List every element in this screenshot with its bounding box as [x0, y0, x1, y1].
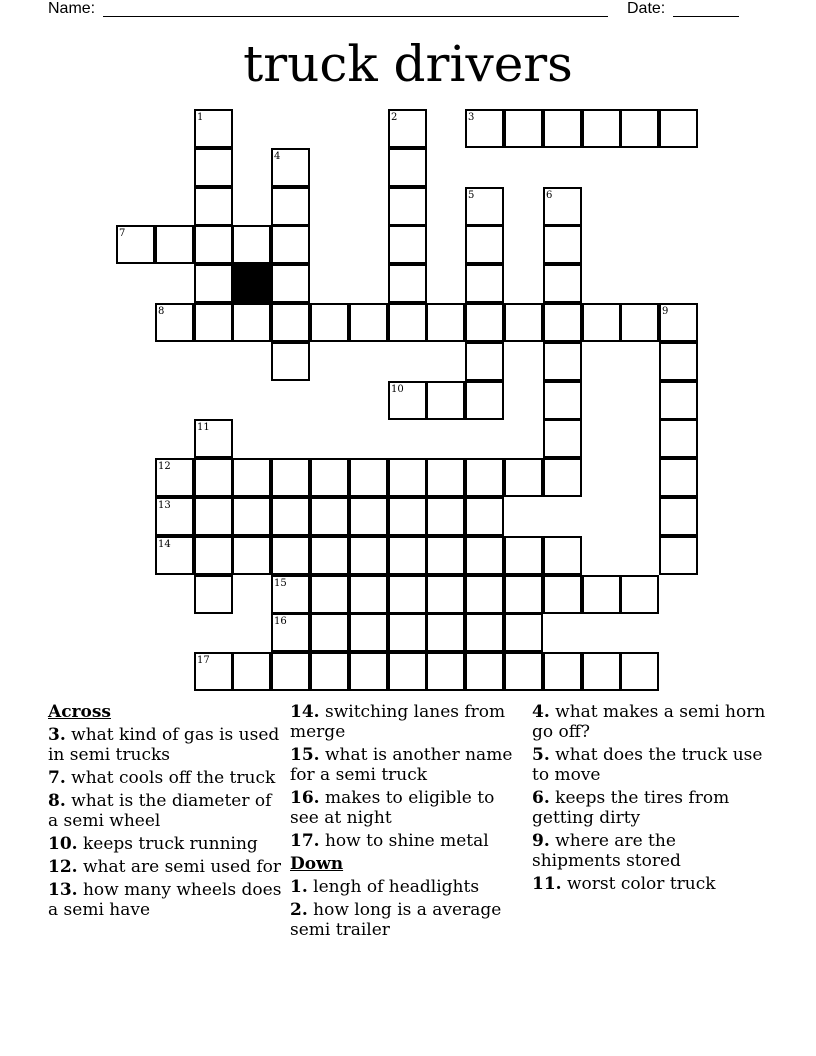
clue-number: 12: [158, 461, 171, 472]
grid-cell[interactable]: [582, 652, 621, 691]
grid-cell[interactable]: [426, 458, 465, 497]
grid-cell[interactable]: [310, 458, 349, 497]
clues-column-2: [290, 702, 525, 943]
grid-cell[interactable]: [504, 613, 543, 652]
grid-cell[interactable]: [194, 536, 233, 575]
clue-number: 4: [274, 151, 281, 162]
grid-cell[interactable]: [271, 303, 310, 342]
grid-cell[interactable]: [155, 458, 194, 497]
clue-across-7: 7. what cools off the truck: [48, 768, 276, 788]
grid-cell[interactable]: [310, 497, 349, 536]
name-label: Name:: [48, 0, 96, 17]
grid-cell[interactable]: [116, 225, 155, 264]
clues-column-3: [532, 702, 767, 897]
grid-cell[interactable]: [349, 497, 388, 536]
grid-cell[interactable]: [388, 381, 427, 420]
clue-down-1: 1. lengh of headlights: [290, 877, 480, 897]
grid-cell[interactable]: [155, 303, 194, 342]
grid-cell[interactable]: [659, 419, 698, 458]
grid-cell[interactable]: [543, 342, 582, 381]
clue-across-16: 16. makes to eligible to see at night: [290, 788, 495, 828]
grid-cell[interactable]: [194, 264, 233, 303]
grid-cell[interactable]: [194, 575, 233, 614]
grid-cell[interactable]: [388, 652, 427, 691]
grid-cell[interactable]: [543, 109, 582, 148]
grid-cell[interactable]: [349, 575, 388, 614]
grid-cell[interactable]: [659, 381, 698, 420]
grid-cell[interactable]: [388, 613, 427, 652]
clue-down-9: 9. where are the shipments stored: [532, 831, 681, 871]
grid-cell[interactable]: [426, 381, 465, 420]
grid-cell[interactable]: [659, 109, 698, 148]
grid-cell[interactable]: [388, 458, 427, 497]
clue-number: 16: [274, 616, 287, 627]
grid-cell[interactable]: [271, 148, 310, 187]
grid-cell[interactable]: [232, 303, 271, 342]
grid-cell[interactable]: [310, 303, 349, 342]
grid-cell[interactable]: [582, 109, 621, 148]
grid-cell[interactable]: [543, 419, 582, 458]
grid-cell[interactable]: [388, 225, 427, 264]
grid-cell[interactable]: [232, 652, 271, 691]
grid-cell[interactable]: [426, 613, 465, 652]
grid-cell[interactable]: [543, 575, 582, 614]
grid-cell[interactable]: [271, 187, 310, 226]
grid-cell[interactable]: [426, 536, 465, 575]
grid-cell[interactable]: [465, 497, 504, 536]
grid-cell[interactable]: [465, 264, 504, 303]
grid-cell[interactable]: [349, 536, 388, 575]
grid-cell[interactable]: [659, 536, 698, 575]
grid-cell[interactable]: [194, 652, 233, 691]
grid-cell[interactable]: [349, 303, 388, 342]
grid-cell[interactable]: [388, 109, 427, 148]
grid-cell[interactable]: [388, 497, 427, 536]
grid-cell[interactable]: [504, 303, 543, 342]
grid-cell[interactable]: [620, 303, 659, 342]
grid-cell[interactable]: [465, 381, 504, 420]
grid-cell[interactable]: [194, 187, 233, 226]
grid-cell[interactable]: [271, 536, 310, 575]
clue-number: 10: [391, 384, 404, 395]
clue-across-14: 14. switching lanes from merge: [290, 702, 506, 742]
clue-down-6: 6. keeps the tires from getting dirty: [532, 788, 730, 828]
clue-number: 3: [468, 112, 475, 123]
grid-cell[interactable]: [388, 303, 427, 342]
grid-cell[interactable]: [271, 575, 310, 614]
grid-cell[interactable]: [349, 613, 388, 652]
grid-cell[interactable]: [465, 652, 504, 691]
grid-cell[interactable]: [465, 109, 504, 148]
grid-cell[interactable]: [194, 419, 233, 458]
grid-cell[interactable]: [620, 652, 659, 691]
clue-number: 6: [546, 190, 553, 201]
grid-cell[interactable]: [388, 536, 427, 575]
grid-cell[interactable]: [194, 225, 233, 264]
grid-cell[interactable]: [504, 652, 543, 691]
grid-cell[interactable]: [543, 187, 582, 226]
grid-cell[interactable]: [271, 652, 310, 691]
grid-cell[interactable]: [543, 458, 582, 497]
grid-cell[interactable]: [465, 187, 504, 226]
grid-cell[interactable]: [504, 575, 543, 614]
grid-cell[interactable]: [232, 458, 271, 497]
clue-down-11: 11. worst color truck: [532, 874, 716, 894]
clue-number: 14: [158, 539, 171, 550]
grid-cell[interactable]: [504, 109, 543, 148]
grid-cell[interactable]: [194, 109, 233, 148]
clue-down-4: 4. what makes a semi horn go off?: [532, 702, 766, 742]
grid-block: [232, 264, 271, 303]
grid-cell[interactable]: [426, 652, 465, 691]
clue-number: 17: [197, 655, 210, 666]
grid-cell[interactable]: [543, 536, 582, 575]
grid-cell[interactable]: [465, 342, 504, 381]
grid-cell[interactable]: [543, 303, 582, 342]
clue-number: 7: [119, 228, 126, 239]
clue-number: 15: [274, 578, 287, 589]
grid-cell[interactable]: [504, 458, 543, 497]
clue-across-17: 17. how to shine metal: [290, 831, 489, 851]
date-label: Date:: [627, 0, 666, 17]
clues-column-1: [48, 702, 283, 923]
page-title: truck drivers: [243, 35, 573, 93]
grid-cell[interactable]: [465, 458, 504, 497]
grid-cell[interactable]: [659, 497, 698, 536]
grid-cell[interactable]: [194, 458, 233, 497]
grid-cell[interactable]: [155, 225, 194, 264]
grid-cell[interactable]: [465, 225, 504, 264]
grid-cell[interactable]: [310, 536, 349, 575]
grid-cell[interactable]: [543, 264, 582, 303]
grid-cell[interactable]: [310, 613, 349, 652]
grid-cell[interactable]: [426, 303, 465, 342]
grid-cell[interactable]: [659, 342, 698, 381]
grid-cell[interactable]: [310, 575, 349, 614]
grid-cell[interactable]: [194, 497, 233, 536]
clue-across-10: 10. keeps truck running: [48, 834, 258, 854]
clue-across-12: 12. what are semi used for: [48, 857, 281, 877]
grid-cell[interactable]: [582, 575, 621, 614]
clue-number: 9: [662, 306, 669, 317]
grid-cell[interactable]: [232, 536, 271, 575]
grid-cell[interactable]: [271, 264, 310, 303]
clue-number: 8: [158, 306, 165, 317]
grid-cell[interactable]: [388, 187, 427, 226]
clue-across-15: 15. what is another name for a semi truck: [290, 745, 513, 785]
grid-cell[interactable]: [465, 303, 504, 342]
clue-across-8: 8. what is the diameter of a semi wheel: [48, 791, 272, 831]
grid-cell[interactable]: [310, 652, 349, 691]
grid-cell[interactable]: [349, 652, 388, 691]
clue-across-13: 13. how many wheels does a semi have: [48, 880, 282, 920]
grid-cell[interactable]: [388, 264, 427, 303]
grid-cell[interactable]: [388, 148, 427, 187]
grid-cell[interactable]: [426, 497, 465, 536]
grid-cell[interactable]: [388, 575, 427, 614]
grid-cell[interactable]: [543, 381, 582, 420]
clue-number: 1: [197, 112, 204, 123]
clue-number: 5: [468, 190, 475, 201]
grid-cell[interactable]: [349, 458, 388, 497]
grid-cell[interactable]: [659, 303, 698, 342]
grid-cell[interactable]: [504, 536, 543, 575]
grid-cell[interactable]: [232, 497, 271, 536]
grid-cell[interactable]: [582, 303, 621, 342]
grid-cell[interactable]: [465, 536, 504, 575]
grid-cell[interactable]: [194, 303, 233, 342]
clue-number: 11: [197, 422, 210, 433]
clue-number: 2: [391, 112, 398, 123]
grid-cell[interactable]: [271, 225, 310, 264]
grid-cell[interactable]: [232, 225, 271, 264]
grid-cell[interactable]: [543, 225, 582, 264]
grid-cell[interactable]: [426, 575, 465, 614]
grid-cell[interactable]: [465, 613, 504, 652]
clue-down-5: 5. what does the truck use to move: [532, 745, 763, 785]
grid-cell[interactable]: [155, 536, 194, 575]
grid-cell[interactable]: [271, 497, 310, 536]
clue-number: 13: [158, 500, 171, 511]
grid-cell[interactable]: [620, 575, 659, 614]
grid-cell[interactable]: [194, 148, 233, 187]
grid-cell[interactable]: [620, 109, 659, 148]
grid-cell[interactable]: [543, 652, 582, 691]
grid-cell[interactable]: [155, 497, 194, 536]
grid-cell[interactable]: [271, 458, 310, 497]
grid-cell[interactable]: [271, 613, 310, 652]
grid-cell[interactable]: [271, 342, 310, 381]
grid-cell[interactable]: [659, 458, 698, 497]
clue-down-2: 2. how long is a average semi trailer: [290, 900, 502, 940]
grid-cell[interactable]: [465, 575, 504, 614]
across-heading: Across: [48, 702, 111, 722]
down-heading: Down: [290, 854, 344, 874]
clue-across-3: 3. what kind of gas is used in semi trucks: [48, 725, 280, 765]
